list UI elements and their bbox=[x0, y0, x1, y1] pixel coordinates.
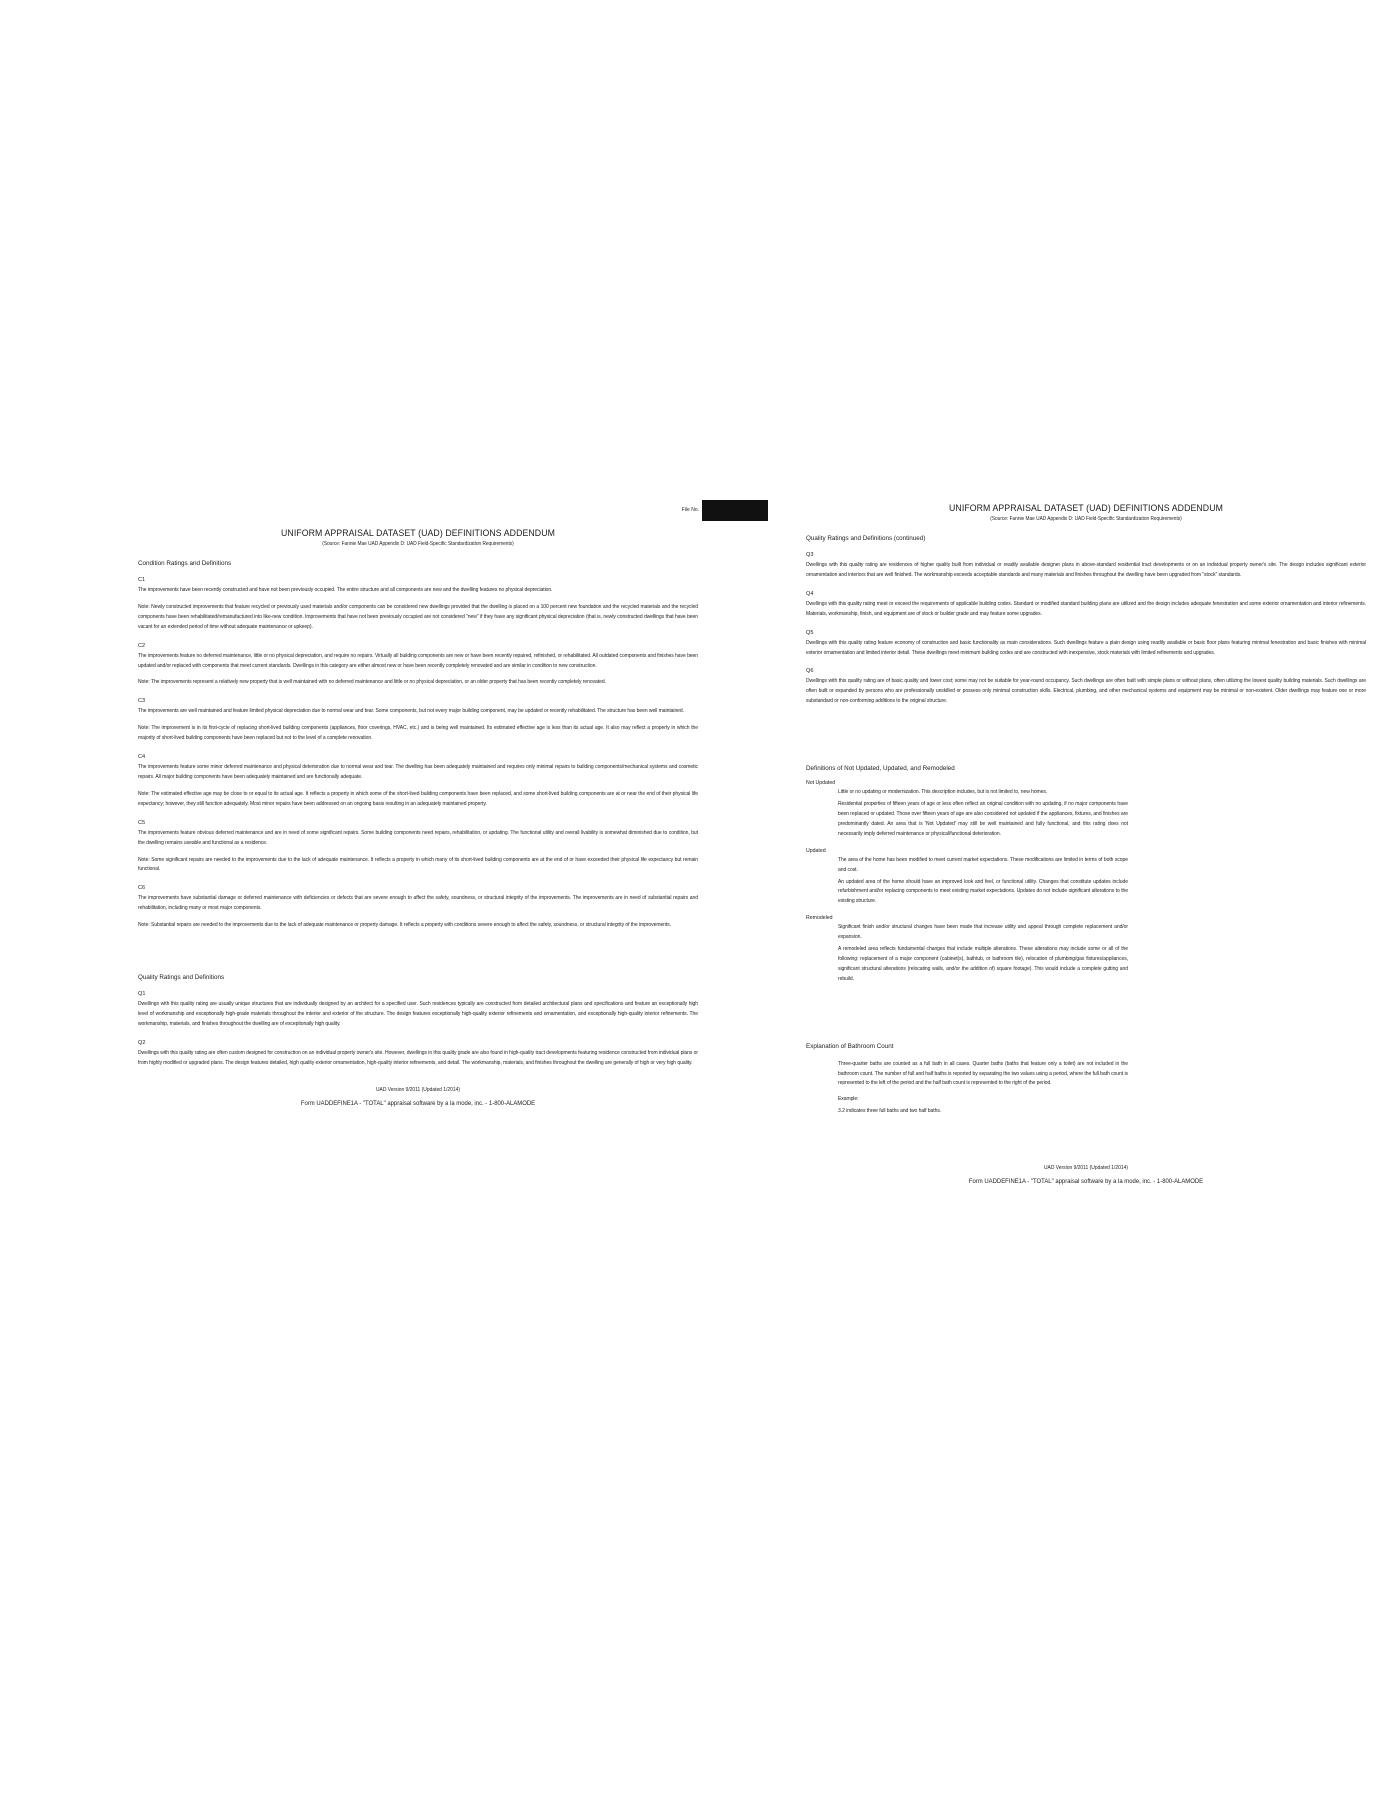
rating-text: The improvements feature no deferred maintenance, little or no physical depreciation, and require no repairs. Virtually all building components are new or have been recently repaired, refinished, or rehabilitated. All outdated components and finishes have been updated and/or replaced with components that meet current standards. Dwellings in this category are either almost new or have been recently completely renovated and are similar in condition to new construction. bbox=[138, 652, 698, 669]
file-number-block bbox=[682, 500, 768, 520]
rating-text: The improvements have been recently constructed and have not been previously occupied. The entire structure and all components are new and the dwelling features no physical depreciation. bbox=[138, 587, 553, 593]
rating-note: Note: Some significant repairs are needed to the improvements due to the lack of adequate maintenance. It reflects a property in which many of its short-lived building components are at the end of or have exceeded their physical life expectancy but remain functional. bbox=[138, 856, 698, 873]
bathroom-example: 3.2 indicates three full baths and two half baths. bbox=[838, 1108, 942, 1115]
condition-heading: Condition Ratings and Definitions bbox=[138, 560, 232, 567]
update-label: Not Updated bbox=[806, 780, 836, 787]
rating-code: Q4 bbox=[806, 590, 814, 597]
rating-text: Dwellings with this quality rating meet or exceed the requirements of applicable building codes. Standard or modified standard building plans are utilized and the design includes adequate fenestration and some exterior ornamentation and interior refinements. Materials, workmanship, finish, and equipment are of stock or builder grade and may feature some upgrades. bbox=[806, 600, 1366, 617]
rating-text: Dwellings with this quality rating feature economy of construction and basic functionality as main considerations. Such dwellings feature a plain design using readily available or basic floor plans featuring minimal fenestration and basic finishes with minimal exterior ornamentation and limited interior detail. These dwellings meet minimum building codes and are constructed with inexpensive, stock materials with limited refinements and upgrades. bbox=[806, 639, 1366, 656]
rating-text: Dwellings with this quality rating are of basic quality and lower cost; some may not be suitable for year-round occupancy. Such dwellings are often built with simple plans or without plans, often utilizing the lowest quality building materials. Such dwellings are often built or expanded by persons who are professionally unskilled or possess only minimal construction skills. Electrical, plumbing, and other mechanical systems and equipment may be minimal or non-existent. Older dwellings may feature one or more substandard or non-conforming additions to the original structure. bbox=[806, 678, 1366, 705]
page-right bbox=[806, 500, 1366, 1185]
footer-form: Form UADDEFINE1A - "TOTAL" appraisal software by a la mode, inc. - 1-800-ALAMODE bbox=[968, 1178, 1204, 1186]
update-label: Updated bbox=[806, 847, 826, 854]
rating-code: Q5 bbox=[806, 629, 814, 636]
updates-heading: Definitions of Not Updated, Updated, and Remodeled bbox=[806, 765, 955, 773]
file-number-redaction bbox=[702, 500, 768, 521]
rating-code: C6 bbox=[138, 885, 146, 892]
rating-note: Note: Newly constructed improvements that feature recycled or previously used materials and/or components can be considered new dwellings provided that the dwelling is placed on a 100 percent new foundation and the recycled materials and the recycled components have been rehabilitated/remanufactured into like-new condition. Improvements that have not been previously occupied are not considered "new" if they have any significant physical depreciation (that is, newly constructed dwellings that have been vacant for an extended period of time without adequate maintenance or upkeep). bbox=[138, 603, 698, 630]
condition-c1 bbox=[138, 577, 698, 633]
rating-code: Q3 bbox=[806, 552, 814, 558]
update-text: Little or no updating or modernization. This description includes, but is not limited to, new homes. bbox=[838, 789, 1048, 796]
rating-code: Q2 bbox=[138, 1039, 146, 1046]
rating-text: The improvements feature some minor deferred maintenance and physical deterioration due to normal wear and tear. The dwelling has been adequately maintained and requires only minimal repairs to building components/mechanical systems and cosmetic repairs. All major building components have been adequately maintained and are functionally adequate. bbox=[138, 764, 698, 780]
quality-q4 bbox=[806, 591, 1366, 620]
footer-version: UAD Version 9/2011 (Updated 1/2014) bbox=[1043, 1165, 1129, 1172]
rating-text: Dwellings with this quality rating are usually unique structures that are individually designed by an architect for a specified user. Such residences typically are constructed from detailed architectural plans and specifications and feature an exceptionally high level of workmanship and exceptionally high-grade materials throughout the interior and exterior of the structure. The design features exceptionally high-quality exterior refinements and ornamentation, and exceptionally high-quality interior refinements. The workmanship, materials, and finishes throughout the dwelling are of exceptionally high quality. bbox=[138, 1001, 698, 1027]
update-not-updated bbox=[806, 780, 1366, 840]
quality-q5 bbox=[806, 630, 1366, 659]
condition-c4 bbox=[138, 754, 698, 810]
rating-text: Dwellings with this quality rating are often custom designed for construction on an individual property owner's site. However, dwellings in this quality grade are also found in high-quality tract developments featuring residence constructed from individual plans or from highly modified or upgraded plans. The design features detailed, high quality exterior ornamentation, high-quality interior refinements, and detail. The workmanship, materials, and finishes throughout the dwelling are generally of high or very high quality. bbox=[138, 1049, 698, 1066]
rating-note: Note: The improvements represent a relatively new property that is well maintained with no deferred maintenance and little or no physical depreciation, or an older property that has been recently completely renovated. bbox=[138, 679, 606, 686]
page-source: (Source: Fannie Mae UAD Appendix D: UAD Field-Specific Standardization Requirements) bbox=[990, 516, 1182, 522]
file-number-label: File No. bbox=[681, 507, 699, 513]
rating-code: Q6 bbox=[806, 668, 814, 675]
update-remodeled bbox=[806, 915, 1366, 984]
rating-code: C5 bbox=[138, 819, 146, 826]
condition-c2 bbox=[138, 643, 698, 689]
bathroom-example-label: Example: bbox=[838, 1096, 859, 1103]
page-source: (Source: Fannie Mae UAD Appendix D: UAD Field-Specific Standardization Requirements) bbox=[322, 541, 514, 547]
update-updated bbox=[806, 848, 1366, 908]
bathroom-text: Three-quarter baths are counted as a full bath in all cases. Quarter baths (baths that feature only a toilet) are not included in the bathroom count. The number of full and half baths is reported by separating the two values using a period, where the full bath count is represented to the left of the period and the half bath count is represented to the right of the period. bbox=[838, 1060, 1128, 1087]
update-text: Significant finish and/or structural changes have been made that increase utility and appeal through complete replacement and/or expansion. bbox=[838, 924, 1128, 941]
footer-form: Form UADDEFINE1A - "TOTAL" appraisal software by a la mode, inc. - 1-800-ALAMODE bbox=[300, 1099, 536, 1107]
rating-code: C1 bbox=[138, 577, 146, 583]
rating-code: Q1 bbox=[138, 991, 146, 998]
update-label: Remodeled bbox=[806, 915, 833, 922]
update-text: Residential properties of fifteen years of age or less often reflect an original condition with no updating, if no major components have been replaced or updated. Those over fifteen years of age are also considered not updated if the appliances, fixtures, and finishes are predominantly dated. An area that is 'Not Updated' may still be well maintained and fully functional, and this rating does not necessarily imply deferred maintenance or physical/functional deterioration. bbox=[838, 801, 1128, 837]
rating-text: Dwellings with this quality rating are residences of higher quality built from individual or readily available designer plans in above-standard residential tract developments or on an individual property owner's site. The design includes significant exterior ornamentation and interiors that are well finished. The workmanship exceeds acceptable standards and many materials and finishes throughout the dwelling have been upgraded from "stock" standards. bbox=[806, 562, 1366, 578]
quality-q1 bbox=[138, 991, 698, 1030]
rating-code: C3 bbox=[138, 698, 146, 705]
condition-c3 bbox=[138, 698, 698, 744]
update-text: An updated area of the home should have an improved look and feel, or functional utility. Changes that constitute updates include refurbishment and/or replacing components to meet existing market expectations. Updates do not include significant alterations to the existing structure. bbox=[838, 878, 1128, 905]
quality-continued-heading: Quality Ratings and Definitions (continued) bbox=[806, 535, 926, 542]
condition-c5 bbox=[138, 820, 698, 876]
quality-q2 bbox=[138, 1040, 698, 1069]
rating-text: The improvements feature obvious deferred maintenance and are in need of some significant repairs. Some building components need repairs, rehabilitation, or updating. The functional utility and overall livability is somewhat diminished due to condition, but the dwelling remains useable and functional as a residence. bbox=[138, 829, 698, 846]
page-title: UNIFORM APPRAISAL DATASET (UAD) DEFINITIONS ADDENDUM bbox=[949, 503, 1223, 514]
rating-note: Note: The estimated effective age may be close to or equal to its actual age. It reflects a property in which some of the short-lived building components have been replaced, and some short-lived building components are at or near the end of their physical life expectancy; however, they still function adequately. Most minor repairs have been addressed on an ongoing basis resulting in an adequately maintained property. bbox=[138, 790, 698, 807]
rating-note: Note: Substantial repairs are needed to the improvements due to the lack of adequate maintenance or property damage. It reflects a property with conditions severe enough to affect the safety, soundness, or structural integrity of the improvements. bbox=[138, 922, 672, 929]
page-left bbox=[138, 500, 698, 1107]
rating-code: C2 bbox=[138, 642, 146, 649]
rating-code: C4 bbox=[138, 754, 146, 761]
page-title: UNIFORM APPRAISAL DATASET (UAD) DEFINITIONS ADDENDUM bbox=[281, 528, 555, 539]
quality-q6 bbox=[806, 668, 1366, 707]
rating-text: The improvements have substantial damage or deferred maintenance with deficiencies or defects that are severe enough to affect the safety, soundness, or structural integrity of the improvements. The improvements are in need of substantial repairs and rehabilitation, including many or most major components. bbox=[138, 895, 698, 912]
rating-note: Note: The improvement is in its first-cycle of replacing short-lived building components (appliances, floor coverings, HVAC, etc.) and is being well maintained. Its estimated effective age is less than its actual age. It also may reflect a property in which the majority of short-lived building components have been replaced but not to the level of a complete renovation. bbox=[138, 725, 698, 742]
quality-q3 bbox=[806, 552, 1366, 581]
footer-version: UAD Version 9/2011 (Updated 1/2014) bbox=[375, 1086, 461, 1093]
condition-c6 bbox=[138, 885, 698, 931]
bathroom-heading: Explanation of Bathroom Count bbox=[806, 1042, 894, 1050]
update-text: A remodeled area reflects fundamental changes that include multiple alterations. These alterations may include some or all of the following: replacement of a major component (cabinet(s), bathtub, or bathroom tile), relocation of plumbing/gas fixtures/appliances, significant structural alterations (relocating walls, and/or the addition of) square footage). This would include a complete gutting and rebuild. bbox=[838, 946, 1128, 982]
rating-text: The improvements are well maintained and feature limited physical depreciation due to normal wear and tear. Some components, but not every major building component, may be updated or recently rehabilitated. The structure has been well maintained. bbox=[138, 708, 684, 715]
quality-heading: Quality Ratings and Definitions bbox=[138, 974, 225, 982]
update-text: The area of the home has been modified to meet current market expectations. These modifications are limited in terms of both scope and cost. bbox=[838, 856, 1128, 873]
